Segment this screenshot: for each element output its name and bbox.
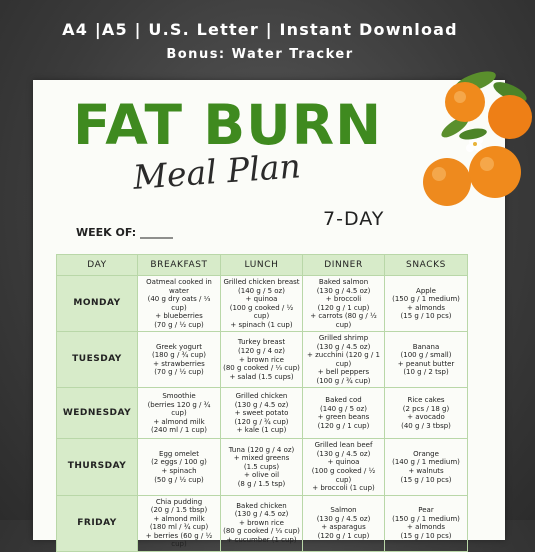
meal-line: (130 g / 4.5 oz) — [316, 286, 371, 295]
snacks-cell — [385, 276, 468, 332]
meal-line: + cucumber (1 cup) — [226, 535, 297, 544]
meal-line: (150 g / 1 medium) — [392, 514, 460, 523]
meal-line: (40 g / 3 tbsp) — [401, 421, 451, 430]
meal-line: (berries 120 g / ¾ cup) — [147, 400, 211, 418]
meal-line: (100 g cooked / ½ cup) — [311, 466, 376, 484]
plan-title: FAT BURN — [73, 93, 383, 157]
meal-line: Baked chicken — [236, 501, 287, 510]
meal-line: + zucchini (120 g / 1 cup) — [307, 351, 380, 368]
breakfast-cell — [138, 495, 221, 551]
meal-line: + almonds — [407, 523, 445, 532]
meal-line: + olive oil — [243, 471, 280, 480]
meal-line: (130 g / 4.5 oz) — [316, 514, 371, 523]
table-row — [57, 388, 468, 439]
meal-line: Egg omelet — [159, 449, 199, 458]
meal-line: (140 g / 5 oz) — [238, 286, 285, 295]
meal-line: Pear — [418, 506, 434, 515]
day-cell: FRIDAY — [57, 495, 138, 551]
table-row — [57, 276, 468, 332]
dinner-cell — [303, 332, 385, 388]
meal-line: (120 g / ¾ cup) — [234, 417, 289, 426]
meal-line: + blueberries — [155, 312, 203, 321]
snacks-cell — [385, 495, 468, 551]
plan-duration: 7-DAY — [323, 208, 385, 230]
meal-line: (50 g / ½ cup) — [154, 475, 204, 484]
lunch-cell — [221, 276, 303, 332]
meal-line: Turkey breast — [237, 338, 286, 347]
meal-line: (1.5 cups) — [243, 462, 280, 471]
meal-line: Banana — [412, 342, 440, 351]
meal-line: + brown rice — [239, 518, 284, 527]
meal-line: Grilled shrimp — [318, 334, 369, 343]
meal-line: (20 g / 1.5 tbsp) — [150, 506, 208, 515]
meal-line: (130 g / 4.5 oz) — [234, 400, 289, 409]
meal-line: (70 g / ½ cup) — [154, 320, 204, 329]
meal-line: + broccoli (1 cup) — [312, 484, 375, 493]
meal-line: Grilled chicken breast — [223, 278, 300, 286]
meal-line: (120 g / 4 oz) — [238, 346, 285, 355]
lunch-cell — [221, 332, 303, 388]
meal-line: Apple — [416, 286, 436, 295]
lunch-cell — [221, 388, 303, 439]
meal-line: (140 g / 1 medium) — [392, 458, 460, 467]
meal-line: + brown rice — [239, 355, 284, 364]
meal-line: Oatmeal cooked in water — [146, 278, 212, 295]
meal-line: (15 g / 10 pcs) — [400, 475, 452, 484]
meal-line: + almond milk — [153, 417, 205, 426]
meal-line: (80 g cooked / ⅓ cup) — [223, 364, 300, 373]
meal-line: (8 g / 1.5 tsp) — [237, 479, 286, 488]
meal-line: Chia pudding — [155, 497, 203, 506]
lunch-cell — [221, 495, 303, 551]
meal-line: + green beans — [317, 413, 370, 422]
meal-line: + kale (1 cup) — [236, 426, 287, 435]
meal-line: + almond milk — [153, 514, 205, 523]
meal-line: + spinach (1 cup) — [230, 320, 293, 329]
bonus-banner: Bonus: Water Tracker — [166, 47, 354, 62]
meal-line: + bell peppers — [317, 368, 370, 377]
meal-line: (10 g / 2 tsp) — [403, 368, 449, 377]
meal-line: (180 ml / ¾ cup) — [149, 523, 209, 532]
meal-plan-table — [56, 254, 468, 552]
snacks-cell — [385, 439, 468, 495]
meal-line: + quinoa — [327, 458, 360, 467]
dinner-cell — [303, 495, 385, 551]
dinner-cell — [303, 276, 385, 332]
header-day: DAY — [57, 255, 138, 276]
meal-line: + mixed greens — [233, 454, 290, 463]
lunch-cell — [221, 439, 303, 495]
header-snacks: SNACKS — [385, 255, 468, 276]
day-cell: THURSDAY — [57, 439, 138, 495]
dinner-cell — [303, 439, 385, 495]
meal-line: Baked salmon — [318, 278, 369, 286]
meal-line: (150 g / 1 medium) — [392, 295, 460, 304]
week-of-field: WEEK OF: ______ — [76, 226, 174, 239]
breakfast-cell — [138, 388, 221, 439]
meal-line: (70 g / ½ cup) — [154, 368, 204, 377]
meal-line: Tuna (120 g / 4 oz) — [228, 445, 295, 454]
plan-subtitle: Meal Plan — [131, 146, 302, 197]
meal-line: + strawberries — [153, 359, 205, 368]
meal-line: (2 pcs / 18 g) — [402, 404, 450, 413]
meal-line: Smoothie — [162, 392, 196, 401]
table-header-row — [57, 255, 468, 276]
meal-line: Baked cod — [325, 396, 362, 405]
meal-line: (2 eggs / 100 g) — [151, 458, 207, 467]
meal-line: (120 g / 1 cup) — [317, 531, 370, 540]
day-cell: WEDNESDAY — [57, 388, 138, 439]
meal-line: (15 g / 10 pcs) — [400, 312, 452, 321]
meal-line: (240 ml / 1 cup) — [150, 426, 208, 435]
table-row — [57, 332, 468, 388]
orange-fruit-illustration — [415, 72, 535, 212]
meal-line: (80 g cooked / ⅓ cup) — [223, 527, 300, 536]
meal-plan-sheet — [33, 80, 505, 549]
table-row — [57, 495, 468, 551]
breakfast-cell — [138, 276, 221, 332]
header-breakfast: BREAKFAST — [138, 255, 221, 276]
meal-line: + peanut butter — [397, 359, 455, 368]
meal-line: (120 g / 1 cup) — [317, 421, 370, 430]
header-dinner: DINNER — [303, 255, 385, 276]
meal-line: (100 g / small) — [400, 351, 452, 360]
meal-line: + berries (60 g / ½ cup) — [145, 531, 213, 549]
meal-line: + almonds — [407, 303, 445, 312]
breakfast-cell — [138, 439, 221, 495]
table-row — [57, 439, 468, 495]
meal-line: + walnuts — [408, 466, 444, 475]
meal-line: Orange — [413, 449, 439, 458]
snacks-cell — [385, 388, 468, 439]
meal-line: Greek yogurt — [156, 342, 202, 351]
meal-line: (40 g dry oats / ⅓ cup) — [147, 295, 211, 312]
dinner-cell — [303, 388, 385, 439]
format-banner: A4 |A5 | U.S. Letter | Instant Download — [62, 20, 458, 39]
meal-line: (130 g / 4.5 oz) — [316, 449, 371, 458]
meal-line: Grilled lean beef — [314, 441, 373, 450]
meal-line: + carrots (80 g / ½ cup) — [310, 312, 377, 329]
meal-line: (120 g / 1 cup) — [317, 303, 370, 312]
meal-line: (15 g / 10 pcs) — [400, 531, 452, 540]
meal-line: + sweet potato — [234, 409, 289, 418]
meal-line: + asparagus — [321, 523, 366, 532]
meal-line: + broccoli — [325, 295, 362, 304]
header-lunch: LUNCH — [221, 255, 303, 276]
meal-line: (130 g / 4.5 oz) — [316, 342, 371, 351]
meal-line: Grilled chicken — [235, 392, 288, 401]
meal-line: (130 g / 4.5 oz) — [234, 510, 289, 519]
meal-line: + salad (1.5 cups) — [229, 372, 294, 381]
meal-line: (100 g cooked / ½ cup) — [229, 303, 294, 321]
breakfast-cell — [138, 332, 221, 388]
meal-line: (100 g / ¾ cup) — [316, 376, 371, 385]
snacks-cell — [385, 332, 468, 388]
meal-line: + avocado — [407, 413, 445, 422]
day-cell: TUESDAY — [57, 332, 138, 388]
meal-line: + spinach — [161, 466, 197, 475]
meal-line: Salmon — [330, 506, 357, 515]
day-cell: MONDAY — [57, 276, 138, 332]
meal-line: (140 g / 5 oz) — [320, 404, 367, 413]
meal-line: Rice cakes — [407, 396, 445, 405]
meal-line: + quinoa — [245, 295, 278, 304]
meal-line: (180 g / ¾ cup) — [151, 351, 207, 360]
